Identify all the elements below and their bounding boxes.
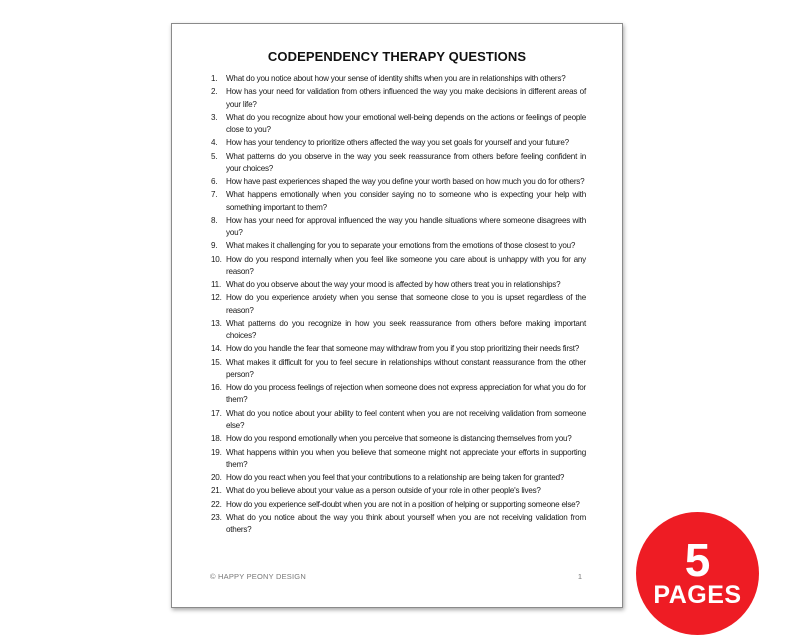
question-number: 8. (211, 215, 218, 225)
question-number: 23. (211, 512, 222, 522)
question-text: How do you experience anxiety when you sense that someone close to you is upset regardless of the reason? (226, 293, 586, 315)
question-text: How has your tendency to prioritize others affected the way you set goals for yourself and your future? (226, 138, 569, 148)
question-number: 19. (211, 447, 222, 457)
question-number: 2. (211, 87, 218, 97)
question-item (210, 472, 586, 484)
question-text: How has your need for approval influenced the way you handle situations where someone disagrees with you? (226, 215, 586, 238)
page-count-number: 5 (684, 534, 711, 586)
question-number: 1. (211, 74, 218, 83)
question-number: 18. (211, 434, 222, 444)
question-number: 22. (211, 499, 222, 509)
question-number: 6. (211, 177, 218, 187)
question-item (210, 176, 586, 188)
question-number: 10. (211, 254, 222, 264)
page-count-label: PAGES (653, 581, 742, 609)
question-text: How do you handle the fear that someone may withdraw from you if you stop prioritizing their needs first? (226, 344, 579, 354)
question-text: What do you recognize about how your emotional well-being depends on the actions or feelings of people close to you? (226, 112, 586, 134)
question-item (210, 408, 586, 432)
question-item (210, 73, 586, 85)
question-item (210, 382, 586, 406)
question-text: What patterns do you observe in the way you seek reassurance from others before feeling confident in your choices? (226, 151, 586, 173)
question-text: How has your need for validation from others influenced the way you make decisions in different areas of your life? (226, 87, 586, 109)
question-number: 3. (211, 112, 218, 122)
question-item (210, 279, 586, 291)
question-item (210, 112, 586, 136)
worksheet-page (171, 23, 623, 608)
footer-page-number: 1 (577, 572, 582, 581)
question-item (210, 499, 586, 511)
page-count-badge (636, 512, 759, 635)
question-text: How do you respond internally when you feel like someone you care about is unhappy with you for any reason? (226, 254, 586, 276)
question-item (210, 318, 586, 342)
question-text: What makes it difficult for you to feel secure in relationships without constant reassurance from the other person? (226, 357, 586, 379)
question-item (210, 433, 586, 445)
question-item (210, 151, 586, 175)
question-text: How do you process feelings of rejection when someone does not express appreciation for what you do for them? (226, 383, 586, 405)
question-item (210, 86, 586, 110)
question-number: 20. (211, 473, 222, 483)
question-text: How do you respond emotionally when you perceive that someone is distancing themselves from you? (226, 434, 572, 444)
question-item (210, 292, 586, 316)
question-number: 14. (211, 344, 222, 354)
question-text: What do you observe about the way your mood is affected by how others treat you in relationships? (226, 280, 561, 290)
footer-copyright: © HAPPY PEONY DESIGN (210, 572, 306, 581)
question-text: What makes it challenging for you to separate your emotions from the emotions of those closest to you? (226, 241, 576, 251)
question-number: 4. (211, 138, 218, 148)
question-item (210, 254, 586, 278)
question-number: 9. (211, 241, 218, 251)
question-number: 13. (211, 318, 222, 328)
question-text: What do you notice about your ability to feel content when you are not receiving validation from someone else? (226, 408, 586, 430)
question-item (210, 189, 586, 213)
question-item (210, 357, 586, 381)
question-item (210, 485, 586, 497)
question-item (210, 137, 586, 149)
question-text: What happens within you when you believe that someone might not appreciate your efforts in supporting them? (226, 447, 586, 469)
question-number: 11. (211, 280, 221, 290)
page-title: CODEPENDENCY THERAPY QUESTIONS (267, 49, 527, 64)
question-text: What do you notice about how your sense of identity shifts when you are in relationships with others? (226, 74, 566, 83)
question-text: How do you react when you feel that your contributions to a relationship are being taken for granted? (226, 473, 565, 483)
question-item (210, 447, 586, 471)
question-number: 21. (211, 486, 222, 496)
question-item (210, 512, 586, 536)
question-text: What patterns do you recognize in how you seek reassurance from others before making important choices? (226, 318, 586, 341)
question-text: What happens emotionally when you consider saying no to someone who is expecting your help with something important to them? (226, 190, 586, 212)
question-number: 16. (211, 383, 222, 393)
question-number: 5. (211, 151, 218, 161)
question-text: How do you experience self-doubt when you are not in a position of helping or supporting someone else? (226, 499, 580, 509)
question-list (210, 73, 586, 537)
question-number: 12. (211, 293, 222, 303)
question-number: 17. (211, 408, 222, 418)
question-item (210, 215, 586, 239)
question-number: 15. (211, 357, 222, 367)
question-item (210, 240, 586, 252)
question-text: What do you believe about your value as a person outside of your role in other people's lives? (226, 486, 541, 496)
question-number: 7. (211, 190, 218, 200)
question-item (210, 343, 586, 355)
question-text: What do you notice about the way you think about yourself when you are not receiving validation from others? (226, 512, 586, 535)
question-text: How have past experiences shaped the way you define your worth based on how much you do for others? (226, 177, 585, 187)
